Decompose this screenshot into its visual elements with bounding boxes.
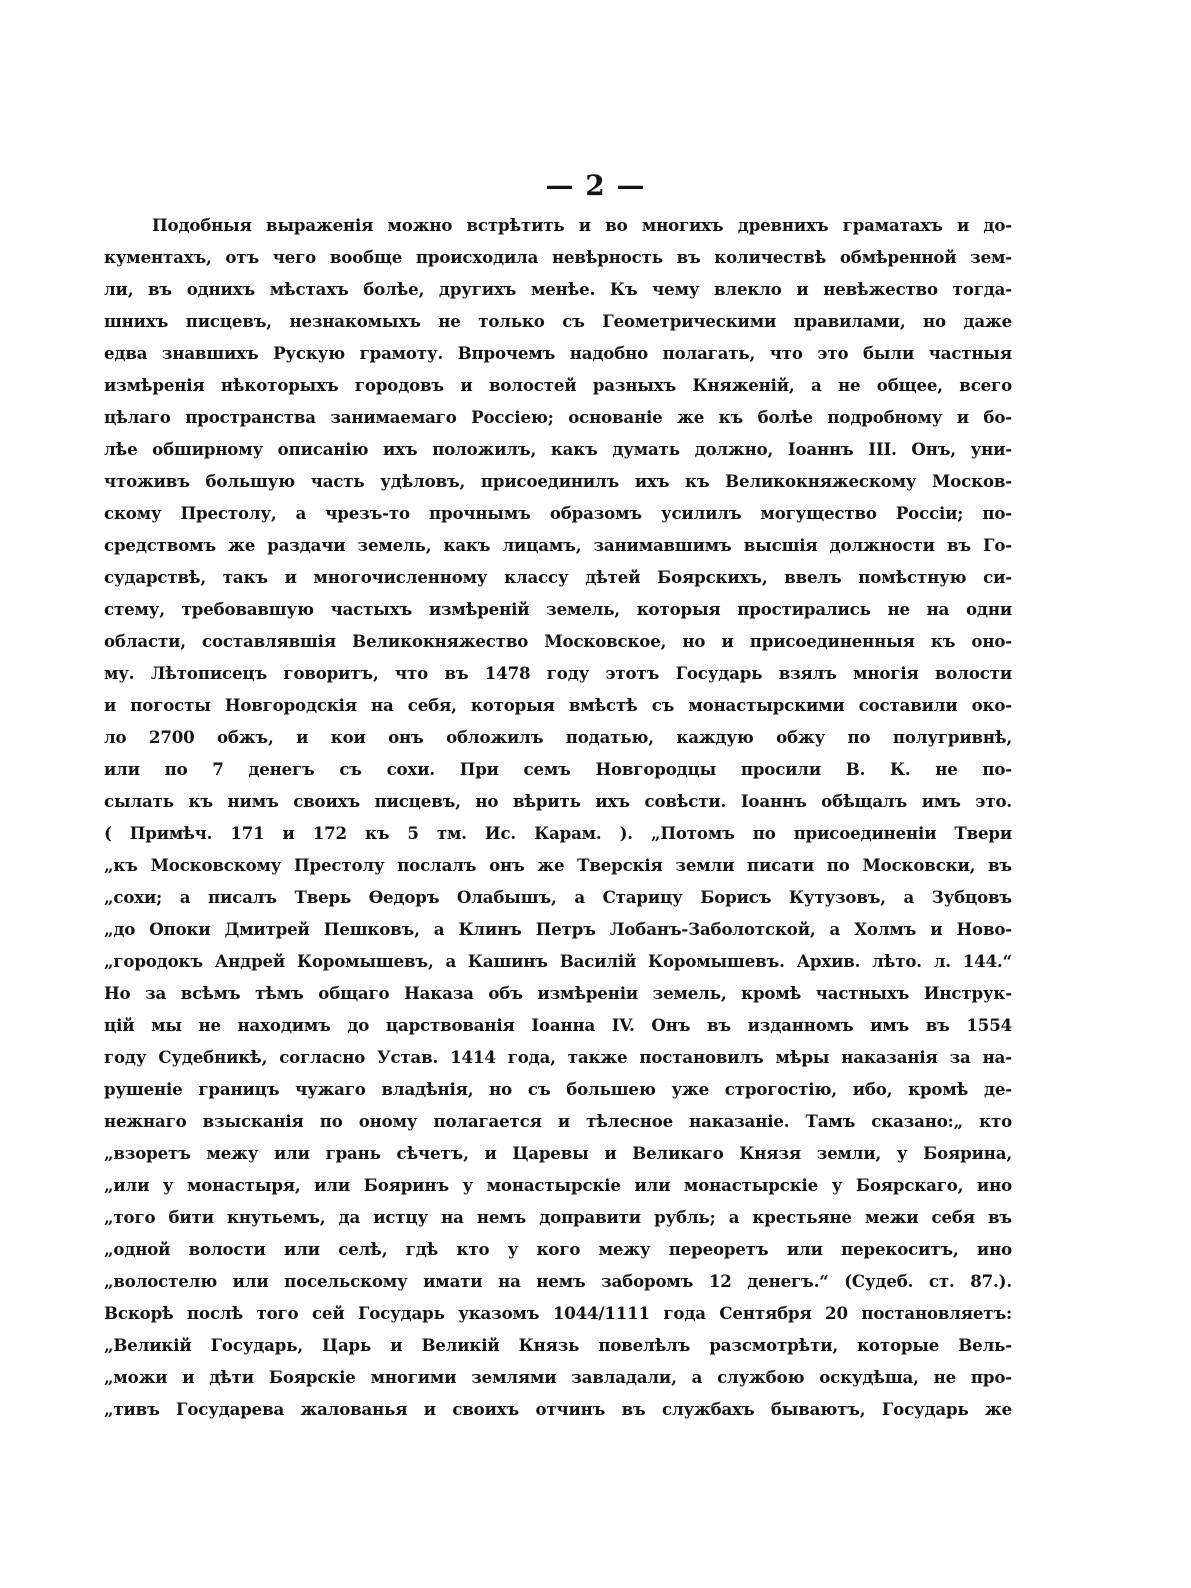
text-line: „сохи; а писалъ Тверь Ѳедоръ Олабышъ, а Старицу Борисъ Кутузовъ, а Зубцовъ [104,887,1012,907]
text-line: Подобныя выраженія можно встрѣтить и во многихъ древнихъ граматахъ и до- [152,215,1012,235]
text-line: Вскорѣ послѣ того сей Государь указомъ 1044/1111 года Сентября 20 постановляетъ: [104,1303,1012,1323]
page-number: — 2 — [545,169,646,202]
text-line: сударствѣ, такъ и многочисленному классу дѣтей Боярскихъ, ввелъ помѣстную си- [104,567,1012,587]
text-line: шнихъ писцевъ, незнакомыхъ не только съ Геометрическими правилами, но даже [104,311,1012,331]
text-line: ли, въ однихъ мѣстахъ болѣе, другихъ менѣе. Къ чему влекло и невѣжество тогда- [104,279,1012,299]
text-line: „взоретъ межу или грань сѣчетъ, и Царевы и Великаго Князя земли, у Боярина, [104,1143,1012,1163]
text-line: ( Примѣч. 171 и 172 къ 5 тм. Ис. Карам. ). „Потомъ по присоединеніи Твери [104,823,1012,843]
text-line: скому Престолу, а чрезъ-то прочнымъ образомъ усилилъ могущество Россіи; по- [104,503,1012,523]
text-line: „волостелю или посельскому имати на немъ заборомъ 12 денегъ.“ (Судеб. ст. 87.). [104,1271,1012,1291]
text-line: „до Опоки Дмитрей Пешковъ, а Клинъ Петръ Лобанъ-Заболотской, а Холмъ и Ново- [104,919,1012,939]
text-line: „тивъ Государева жалованья и своихъ отчинъ въ службахъ бываютъ, Государь же [104,1399,1012,1419]
text-line: рушеніе границъ чужаго владѣнія, но съ большею уже строгостію, ибо, кромѣ де- [104,1079,1012,1099]
text-line: сылать къ нимъ своихъ писцевъ, но вѣрить ихъ совѣсти. Іоаннъ обѣщалъ имъ это. [104,791,1012,811]
text-line: или по 7 денегъ съ сохи. При семъ Новгородцы просили В. К. не по- [104,759,1012,779]
text-line: цѣлаго пространства занимаемаго Россіею; основаніе же къ болѣе подробному и бо- [104,407,1012,427]
text-line: „или у монастыря, или Бояринъ у монастырскіе или монастырскіе у Боярскаго, ино [104,1175,1012,1195]
text-line: ло 2700 обжъ, и кои онъ обложилъ податью, каждую обжу по полугривнѣ, [104,727,1012,747]
text-line: едва знавшихъ Рускую грамоту. Впрочемъ надобно полагать, что это были частныя [104,343,1012,363]
text-line: „городокъ Андрей Коромышевъ, а Кашинъ Василій Коромышевъ. Архив. лѣто. л. 144.“ [104,951,1012,971]
text-line: цій мы не находимъ до царствованія Іоанна IV. Онъ въ изданномъ имъ въ 1554 [104,1015,1012,1035]
text-line: области, составлявшія Великокняжество Московское, но и присоединенныя къ оно- [104,631,1012,651]
text-line: средствомъ же раздачи земель, какъ лицамъ, занимавшимъ высшія должности въ Го- [104,535,1012,555]
text-line: чтоживъ большую часть удѣловъ, присоединилъ ихъ къ Великокняжескому Москов- [104,471,1012,491]
text-line: стему, требовавшую частыхъ измѣреній земель, которыя простирались не на одни [104,599,1012,619]
text-line: „къ Московскому Престолу послалъ онъ же Тверскія земли писати по Московски, въ [104,855,1012,875]
text-line: Но за всѣмъ тѣмъ общаго Наказа объ измѣреніи земель, кромѣ частныхъ Инструк- [104,983,1012,1003]
text-line: „Великій Государь, Царь и Великій Князь повелѣлъ разсмотрѣти, которые Вель- [104,1335,1012,1355]
text-line: нежнаго взысканія по оному полагается и тѣлесное наказаніе. Тамъ сказано:„ кто [104,1111,1012,1131]
text-line: „того бити кнутьемъ, да истцу на немъ доправити рубль; а крестьяне межи себя въ [104,1207,1012,1227]
text-line: и погосты Новгородскія на себя, которыя вмѣстѣ съ монастырскими составили око- [104,695,1012,715]
text-line: му. Лѣтописецъ говоритъ, что въ 1478 году этотъ Государь взялъ многія волости [104,663,1012,683]
body-text [104,209,1012,1425]
text-line: „одной волости или селѣ, гдѣ кто у кого межу переоретъ или перекоситъ, ино [104,1239,1012,1259]
text-line: кументахъ, отъ чего вообще происходила невѣрность въ количествѣ обмѣренной зем- [104,247,1012,267]
text-line: лѣе обширному описанію ихъ положилъ, какъ думать должно, Іоаннъ III. Онъ, уни- [104,439,1012,459]
text-line: году Судебникѣ, согласно Устав. 1414 года, также постановилъ мѣры наказанія за на- [104,1047,1012,1067]
text-line: „можи и дѣти Боярскіе многими землями завладали, а службою оскудѣша, не про- [104,1367,1012,1387]
text-line: измѣренія нѣкоторыхъ городовъ и волостей разныхъ Княженій, а не общее, всего [104,375,1012,395]
